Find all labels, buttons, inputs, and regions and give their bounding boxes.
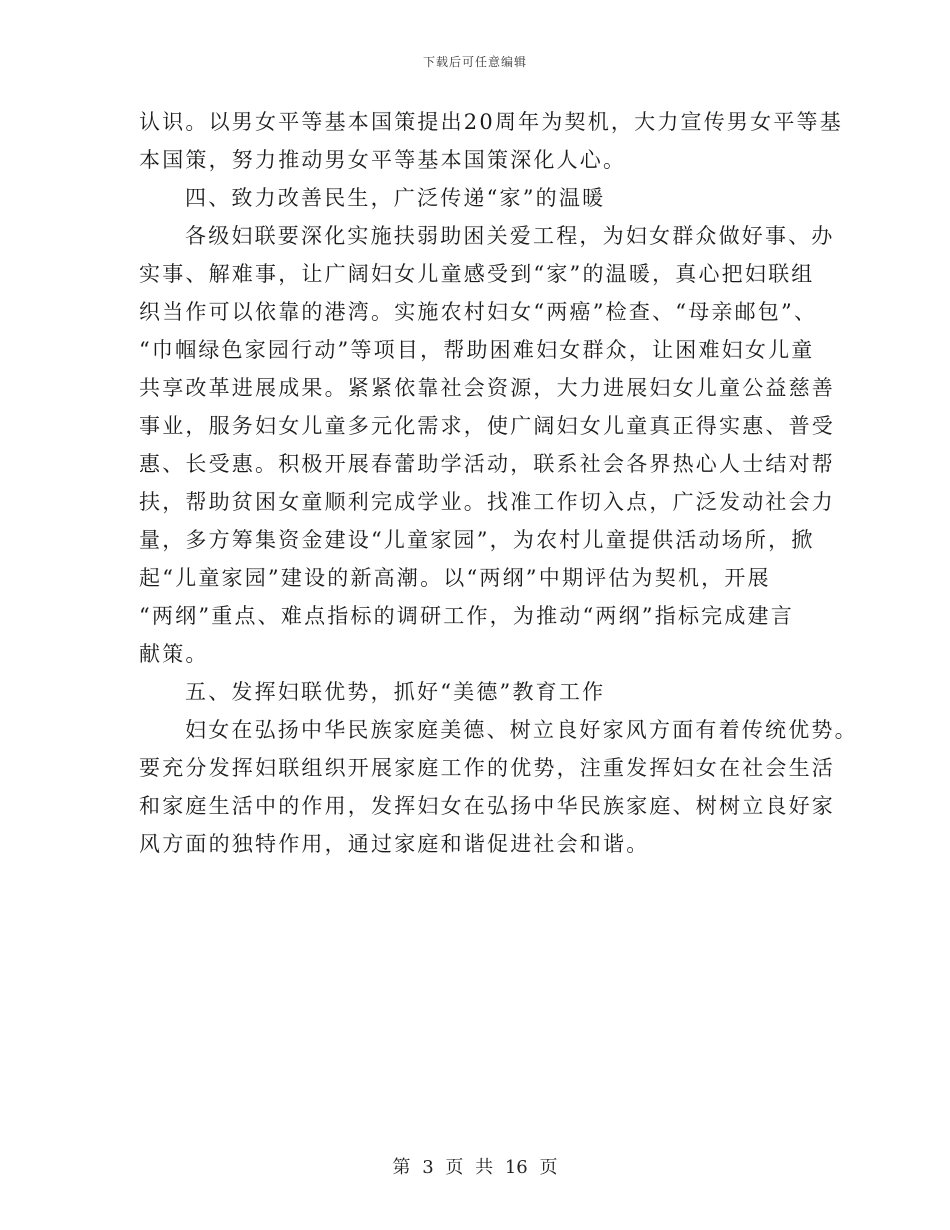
body-line: 要充分发挥妇联组织开展家庭工作的优势，注重发挥妇女在社会生活 (139, 756, 835, 780)
body-line: 认识。以男女平等基本国策提出20周年为契机，大力宣传男女平等基 (139, 110, 843, 134)
body-line: 起“儿童家园”建设的新高潮。以“两纲”中期评估为契机，开展 (139, 566, 771, 590)
body-line: 实事、解难事，让广阔妇女儿童感受到“家”的温暖，真心把妇联组 (139, 262, 815, 286)
body-line: 扶，帮助贫困女童顺利完成学业。找准工作切入点，广泛发动社会力 (139, 490, 835, 514)
body-line: 织当作可以依靠的港湾。实施农村妇女“两癌”检查、“母亲邮包”、 (139, 300, 818, 324)
page-footer: 第 3 页 共 16 页 (392, 1157, 558, 1178)
body-line: 共享改革进展成果。紧紧依靠社会资源，大力进展妇女儿童公益慈善 (139, 376, 835, 400)
document-body (139, 103, 858, 863)
paragraph-first-line: 妇女在弘扬中华民族家庭美德、树立良好家风方面有着传统优势。 (185, 718, 858, 742)
body-line: 本国策，努力推动男女平等基本国策深化人心。 (139, 148, 627, 172)
body-line: “两纲”重点、难点指标的调研工作，为推动“两纲”指标完成建言 (139, 604, 794, 628)
body-line: 惠、长受惠。积极开展春蕾助学活动，联系社会各界热心人士结对帮 (139, 452, 835, 476)
body-line: 和家庭生活中的作用，发挥妇女在弘扬中华民族家庭、树树立良好家 (139, 794, 835, 818)
body-line: 事业，服务妇女儿童多元化需求，使广阔妇女儿童真正得实惠、普受 (139, 414, 835, 438)
body-line: 风方面的独特作用，通过家庭和谐促进社会和谐。 (139, 832, 650, 856)
paragraph-first-line: 各级妇联要深化实施扶弱助困关爱工程，为妇女群众做好事、办 (185, 224, 835, 248)
section-heading: 四、致力改善民生，广泛传递“家”的温暖 (185, 186, 606, 210)
body-line: “巾帼绿色家园行动”等项目，帮助困难妇女群众，让困难妇女儿童 (139, 338, 815, 362)
body-line: 量，多方筹集资金建设“儿童家园”，为农村儿童提供活动场所，掀 (139, 528, 815, 552)
body-line: 献策。 (139, 642, 209, 666)
page-header-note: 下载后可任意编辑 (422, 55, 527, 69)
section-heading: 五、发挥妇联优势，抓好“美德”教育工作 (185, 680, 606, 704)
